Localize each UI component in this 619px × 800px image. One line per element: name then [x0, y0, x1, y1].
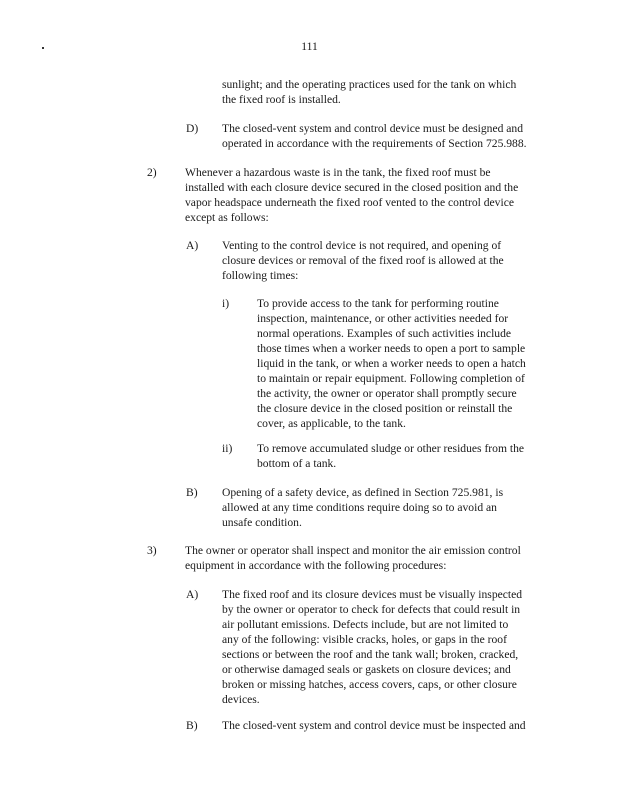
- text-line: The fixed roof and its closure devices must be visually inspected: [222, 588, 523, 601]
- item-2A-paragraph: [222, 238, 504, 283]
- item-label-2Ai: i): [222, 297, 230, 310]
- text-line: Opening of a safety device, as defined in Section 725.981, is: [222, 486, 504, 499]
- text-line: To provide access to the tank for performing routine: [257, 297, 499, 310]
- text-line: to maintain or repair equipment. Following completion of: [257, 372, 525, 385]
- text-line: closure devices or removal of the fixed roof is allowed at the: [222, 254, 504, 267]
- text-line: the fixed roof is installed.: [222, 93, 341, 106]
- item-3A-paragraph: [222, 587, 522, 707]
- item-3-paragraph: [185, 543, 521, 573]
- item-3B-paragraph: [222, 718, 526, 733]
- text-line: liquid in the tank, or when a worker needs to open a hatch: [257, 357, 526, 370]
- text-line: the activity, the owner or operator shall promptly secure: [257, 387, 517, 400]
- text-line: cover, as applicable, to the tank.: [257, 417, 406, 430]
- text-line: broken or missing hatches, access covers, caps, or other closure: [222, 678, 517, 691]
- text-line: sunlight; and the operating practices used for the tank on which: [222, 78, 517, 91]
- text-line: installed with each closure device secured in the closed position and the: [185, 181, 519, 194]
- text-line: or otherwise damaged seals or gaskets on closure devices; and: [222, 663, 511, 676]
- text-line: any of the following: visible cracks, holes, or gaps in the roof: [222, 633, 507, 646]
- text-line: unsafe condition.: [222, 516, 302, 529]
- text-line: sections or between the roof and the tank wall; broken, cracked,: [222, 648, 519, 661]
- text-line: except as follows:: [185, 211, 269, 224]
- text-line: Whenever a hazardous waste is in the tank, the fixed roof must be: [185, 166, 491, 179]
- text-line: Venting to the control device is not required, and opening of: [222, 239, 502, 252]
- page-number: 111: [301, 40, 318, 53]
- text-line: allowed at any time conditions require doing so to avoid an: [222, 501, 497, 514]
- text-line: normal operations. Examples of such activities include: [257, 327, 512, 340]
- text-line: bottom of a tank.: [257, 457, 337, 470]
- item-label-2A: A): [186, 239, 199, 252]
- item-label-2B: B): [186, 486, 198, 499]
- text-line: vapor headspace underneath the fixed roof vented to the control device: [185, 196, 514, 209]
- text-line: the closure device in the closed position or reinstall the: [257, 402, 513, 415]
- item-label-D: D): [186, 122, 199, 135]
- text-line: devices.: [222, 693, 260, 706]
- item-label-3A: A): [186, 588, 199, 601]
- text-line: inspection, maintenance, or other activities needed for: [257, 312, 509, 325]
- text-line: The owner or operator shall inspect and monitor the air emission control: [185, 544, 521, 557]
- text-line: The closed-vent system and control device must be inspected and: [222, 719, 526, 732]
- text-line: operated in accordance with the requirements of Section 725.988.: [222, 137, 527, 150]
- item-label-2Aii: ii): [222, 442, 233, 455]
- item-label-3: 3): [147, 544, 157, 557]
- item-label-3B: B): [186, 719, 198, 732]
- item-2-paragraph: [185, 165, 518, 225]
- text-line: To remove accumulated sludge or other residues from the: [257, 442, 525, 455]
- text-line: The closed-vent system and control device must be designed and: [222, 122, 524, 135]
- text-line: by the owner or operator to check for defects that could result in: [222, 603, 521, 616]
- item-D-paragraph: [222, 121, 527, 151]
- text-line: following times:: [222, 269, 299, 282]
- item-label-2: 2): [147, 166, 157, 179]
- item-2B-paragraph: [222, 485, 503, 530]
- item-2Ai-paragraph: [257, 296, 526, 431]
- continuation-paragraph: [222, 77, 516, 107]
- item-2Aii-paragraph: [257, 441, 524, 471]
- text-line: air pollutant emissions. Defects include, but are not limited to: [222, 618, 509, 631]
- text-line: equipment in accordance with the following procedures:: [185, 559, 447, 572]
- text-line: those times when a worker needs to open a port to sample: [257, 342, 526, 355]
